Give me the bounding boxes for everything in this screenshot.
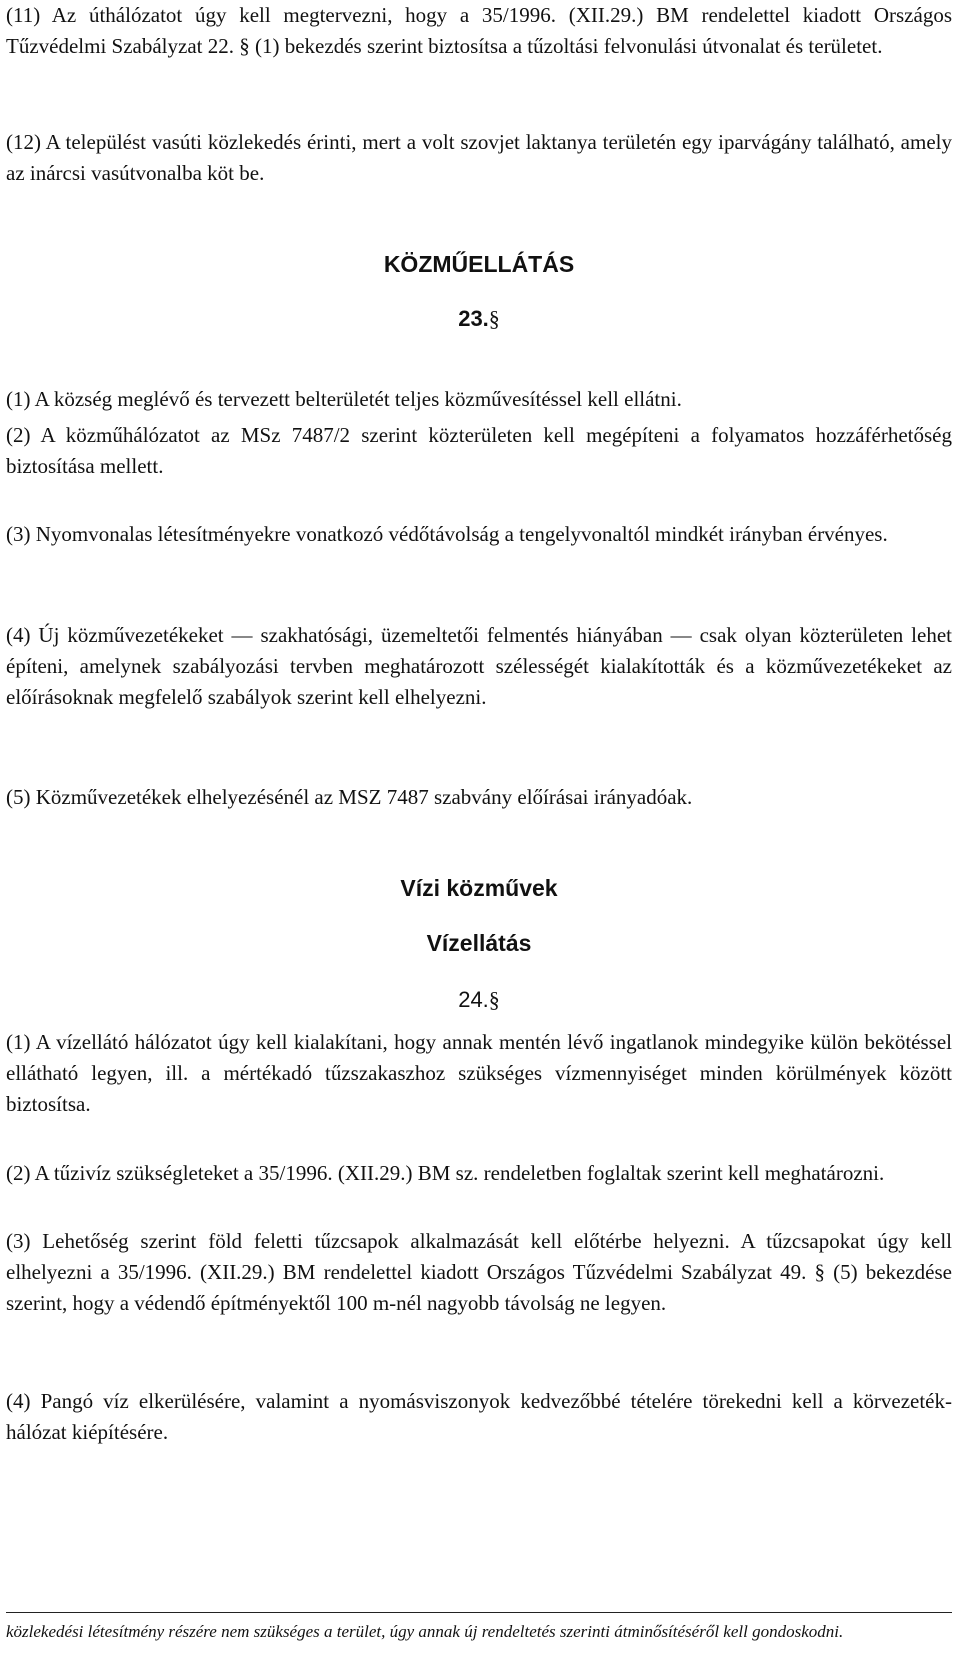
section-title-vizi-kozmuvek: Vízi közművek: [400, 875, 558, 901]
viz-paragraph-2: (2) A tűzivíz szükségleteket a 35/1996. (XII.29.) BM sz. rendeletben foglaltak szerint kell meghatározni.: [6, 1161, 885, 1185]
section-subtitle-vizellatas: Vízellátás: [426, 930, 532, 956]
kozmu-paragraph-2: (2) A közműhálózatot az MSz 7487/2 szerint közterületen kell megépíteni a folyamatos hozzáférhetőség biztosítása mellett.: [6, 423, 952, 478]
section-number: 24.: [458, 987, 489, 1012]
footnote-text: közlekedési létesítmény részére nem szükséges a terület, úgy annak új rendeltetés szerinti átminősítéséről kell gondoskodni.: [6, 1622, 844, 1641]
section-sign: §: [488, 987, 500, 1012]
kozmu-paragraph-1: (1) A község meglévő és tervezett belterületét teljes közművesítéssel kell ellátni.: [6, 387, 682, 411]
paragraph-12: (12) A települést vasúti közlekedés érinti, mert a volt szovjet laktanya területén egy iparvágány található, amely az inárcsi vasútvonalba köt be.: [6, 130, 952, 185]
section-sign: §: [488, 306, 500, 331]
footnote-divider: [6, 1612, 952, 1613]
viz-paragraph-4: (4) Pangó víz elkerülésére, valamint a nyomásviszonyok kedvezőbbé tételére törekedni kell a körvezeték-hálózat kiépítésére.: [6, 1389, 952, 1444]
section-number: 23.: [458, 306, 489, 331]
section-number-24: [6, 985, 952, 1015]
section-number-23: [6, 304, 952, 334]
paragraph-11: (11) Az úthálózatot úgy kell megtervezni, hogy a 35/1996. (XII.29.) BM rendelettel kiadott Országos Tűzvédelmi Szabályzat 22. § (1) bekezdés szerint biztosítsa a tűzoltási felvonulási útvonalat és területet.: [6, 3, 952, 58]
kozmu-paragraph-5: (5) Közművezetékek elhelyezésénél az MSZ 7487 szabvány előírásai irányadóak.: [6, 785, 693, 809]
section-title-kozmuellatas: KÖZMŰELLÁTÁS: [383, 251, 575, 277]
viz-paragraph-1: (1) A vízellátó hálózatot úgy kell kialakítani, hogy annak mentén lévő ingatlanok mindegyike külön bekötéssel ellátható legyen, ill. a mértékadó tűzszakaszhoz szükséges vízmennyiséget minden körülmények között biztosítsa.: [6, 1030, 952, 1116]
kozmu-paragraph-4: (4) Új közművezetékeket — szakhatósági, üzemeltetői felmentés hiányában — csak olyan közterületen lehet építeni, amelynek szabályozási tervben meghatározott szélességét kialakították és a közművezetékeket az előírásoknak megfelelő szabályok szerint kell elhelyezni.: [6, 623, 952, 709]
kozmu-paragraph-3: (3) Nyomvonalas létesítményekre vonatkozó védőtávolság a tengelyvonaltól mindkét irányban érvényes.: [6, 522, 888, 546]
viz-paragraph-3: (3) Lehetőség szerint föld feletti tűzcsapok alkalmazását kell előtérbe helyezni. A tűzcsapokat úgy kell elhelyezni a 35/1996. (XII.29.) BM rendelettel kiadott Országos Tűzvédelmi Szabályzat 49. § (5) bekezdése szerint, hogy a védendő építményektől 100 m-nél nagyobb távolság ne legyen.: [6, 1229, 952, 1315]
